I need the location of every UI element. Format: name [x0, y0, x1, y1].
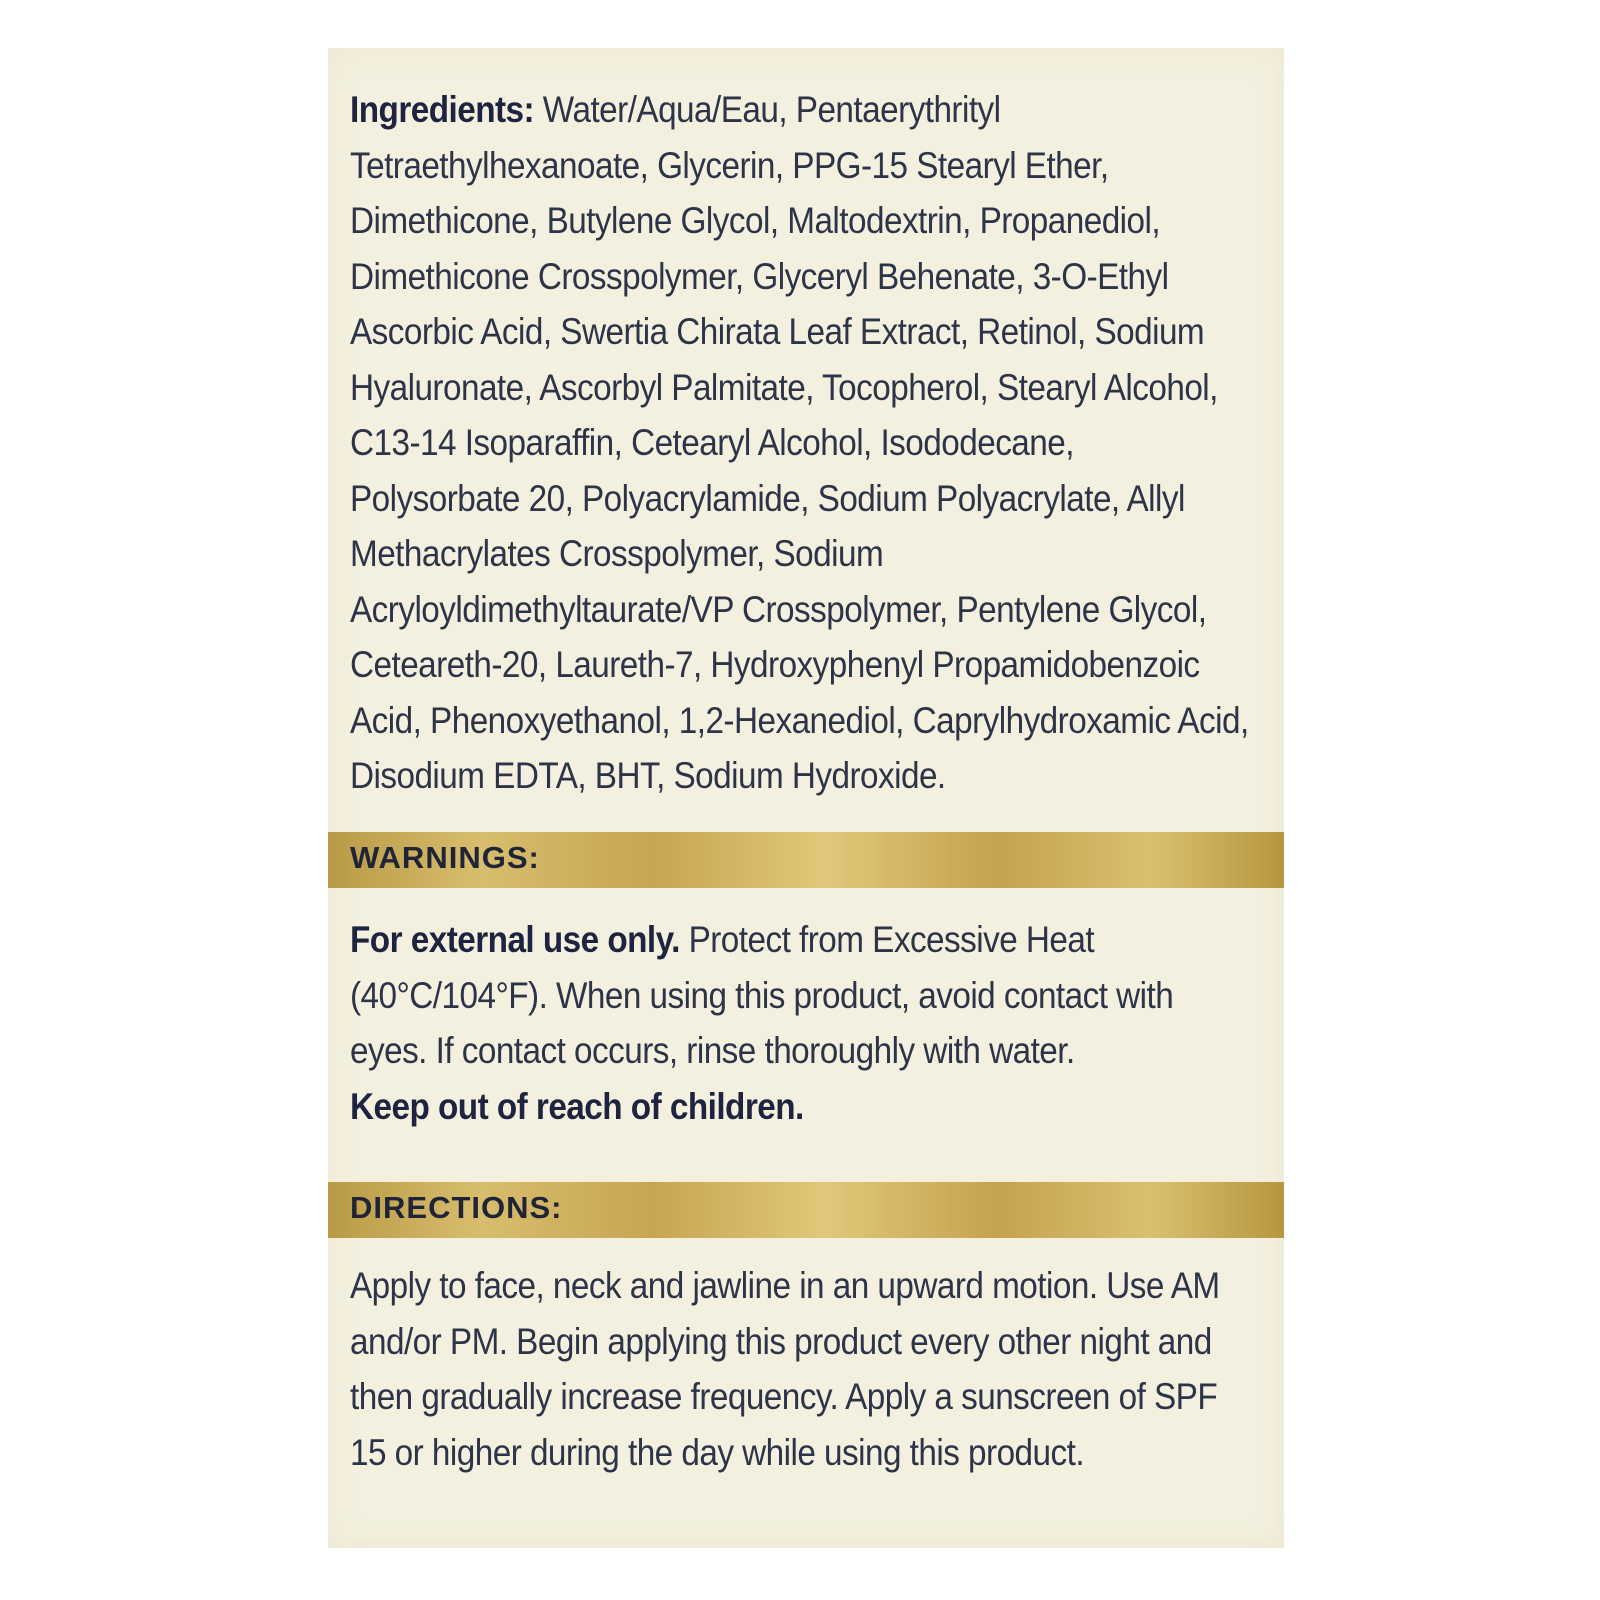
warnings-heading: WARNINGS:	[350, 840, 540, 875]
ingredients-heading: Ingredients:	[350, 89, 535, 130]
directions-section	[350, 1258, 1250, 1480]
warnings-lead: For external use only.	[350, 919, 680, 960]
warnings-closing-line	[350, 1079, 1250, 1135]
directions-heading: DIRECTIONS:	[350, 1190, 563, 1225]
warnings-closing: Keep out of reach of children.	[350, 1085, 804, 1127]
ingredients-section	[350, 82, 1250, 804]
directions-body: Apply to face, neck and jawline in an upward motion. Use AM and/or PM. Begin applying this product every other night and then gradually increase frequency. Apply a sunscreen of SPF 15 or higher during the day while using this product.	[350, 1265, 1220, 1473]
warnings-section	[350, 912, 1250, 1134]
ingredients-list: Water/Aqua/Eau, Pentaerythrityl Tetraethylhexanoate, Glycerin, PPG-15 Stearyl Ether, Dimethicone, Butylene Glycol, Maltodextrin, Propanediol, Dimethicone Crosspolymer, Glyceryl Behenate, 3-O-Ethyl Ascorbic Acid, Swertia Chirata Leaf Extract, Retinol, Sodium Hyaluronate, Ascorbyl Palmitate, Tocopherol, Stearyl Alcohol, C13-14 Isoparaffin, Cetearyl Alcohol, Isododecane, Polysorbate 20, Polyacrylamide, Sodium Polyacrylate, Allyl Methacrylates Crosspolymer, Sodium Acryloyldimethyltaurate/VP Crosspolymer, Pentylene Glycol, Ceteareth-20, Laureth-7, Hydroxyphenyl Propamidobenzoic Acid, Phenoxyethanol, 1,2-Hexanediol, Caprylhydroxamic Acid, Disodium EDTA, BHT, Sodium Hydroxide.	[350, 89, 1249, 796]
warnings-band	[328, 832, 1284, 888]
directions-band	[328, 1182, 1284, 1238]
warnings-paragraph	[350, 912, 1250, 1079]
warnings-body: Protect from Excessive Heat (40°C/104°F). When using this product, avoid contact with eyes. If contact occurs, rinse thoroughly with water.	[350, 919, 1174, 1071]
product-label-panel	[328, 48, 1284, 1548]
